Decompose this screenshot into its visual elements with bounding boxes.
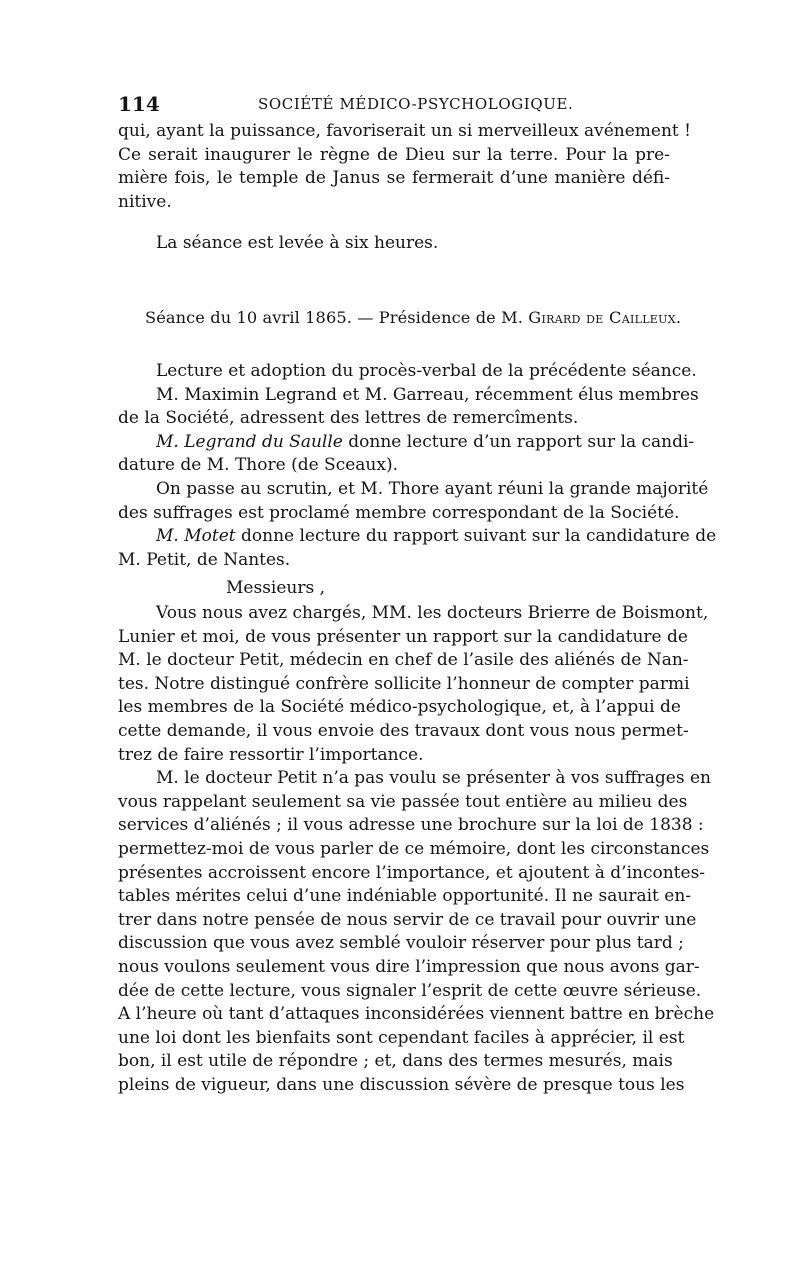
session-heading — [145, 308, 681, 327]
report-body — [118, 602, 715, 1097]
minutes-line: M. Maximin Legrand et M. Garreau, récemment élus membres — [156, 384, 699, 405]
line-rest: donne lecture d’un rapport sur la candi- — [348, 431, 695, 452]
report-line: discussion que vous avez semblé vouloir réserver pour plus tard ; — [118, 933, 684, 954]
report-line: dée de cette lecture, vous signaler l’esprit de cette œuvre sérieuse. — [118, 980, 702, 1001]
page-number: 114 — [118, 92, 160, 116]
report-salutation: Messieurs , — [226, 578, 326, 598]
minutes-line: Lecture et adoption du procès-verbal de la précédente séance. — [156, 361, 697, 381]
text-line: Ce serait inaugurer le règne de Dieu sur la terre. Pour la pre- — [118, 144, 670, 165]
report-line: bon, il est utile de répondre ; et, dans des termes mesurés, mais — [118, 1051, 673, 1072]
minutes-line: On passe au scrutin, et M. Thore ayant réuni la grande majorité — [156, 478, 709, 499]
report-line: tables mérites celui d’une indéniable opportunité. Il ne saurait en- — [118, 886, 692, 907]
report-line: A l’heure où tant d’attaques inconsidérées viennent battre en brèche — [118, 1004, 715, 1025]
report-line: Lunier et moi, de vous présenter un rapport sur la candidature de — [118, 626, 688, 647]
report-line: Vous nous avez chargés, MM. les docteurs Brierre de Boismont, — [156, 603, 709, 623]
text-line: mière fois, le temple de Janus se fermerait d’une manière défi- — [118, 168, 670, 189]
page-header — [118, 92, 678, 116]
report-line: présentes accroissent encore l’importance, et ajoutent à d’incontes- — [118, 862, 706, 883]
minutes-line: de la Société, adressent des lettres de remercîments. — [118, 408, 579, 429]
text-line: qui, ayant la puissance, favoriserait un si merveilleux avénement ! — [118, 121, 692, 141]
minutes-line — [118, 525, 717, 549]
speaker-name: M. Legrand du Saulle — [156, 431, 343, 452]
report-line: M. le docteur Petit, médecin en chef de l’asile des aliénés de Nan- — [118, 650, 689, 671]
session-president: Girard de Cailleux. — [528, 308, 682, 327]
minutes-line: des suffrages est proclamé membre correspondant de la Société. — [118, 502, 680, 523]
session-closing-line: La séance est levée à six heures. — [156, 233, 439, 253]
report-line: permettez-moi de vous parler de ce mémoire, dont les circonstances — [118, 838, 710, 859]
report-line: tes. Notre distingué confrère sollicite l’honneur de compter parmi — [118, 673, 690, 694]
report-line: une loi dont les bienfaits sont cependant faciles à apprécier, il est — [118, 1027, 685, 1048]
line-rest: donne lecture du rapport suivant sur la candidature de — [241, 526, 717, 547]
report-line: nous voulons seulement vous dire l’impression que nous avons gar- — [118, 956, 700, 977]
report-line: trer dans notre pensée de nous servir de ce travail pour ouvrir une — [118, 909, 697, 930]
report-line: les membres de la Société médico-psychologique, et, à l’appui de — [118, 697, 681, 718]
report-line: pleins de vigueur, dans une discussion sévère de presque tous les — [118, 1074, 685, 1095]
report-line: cette demande, il vous envoie des travaux dont vous nous permet- — [118, 720, 689, 741]
minutes-line: M. Petit, de Nantes. — [118, 549, 291, 570]
text-line: nitive. — [118, 191, 172, 212]
speaker-name: M. Motet — [156, 526, 236, 547]
running-title: SOCIÉTÉ MÉDICO-PSYCHOLOGIQUE. — [258, 95, 574, 113]
opening-paragraph — [118, 120, 692, 214]
report-line: vous rappelant seulement sa vie passée tout entière au milieu des — [118, 791, 688, 812]
minutes-section — [118, 360, 717, 572]
session-heading-text: Séance du 10 avril 1865. — Présidence de M. — [145, 308, 524, 327]
minutes-line: dature de M. Thore (de Sceaux). — [118, 455, 398, 476]
report-line: M. le docteur Petit n’a pas voulu se présenter à vos suffrages en — [156, 768, 711, 789]
report-line: trez de faire ressortir l’importance. — [118, 744, 424, 765]
report-line: services d’aliénés ; il vous adresse une brochure sur la loi de 1838 : — [118, 815, 704, 836]
minutes-line — [118, 431, 695, 455]
